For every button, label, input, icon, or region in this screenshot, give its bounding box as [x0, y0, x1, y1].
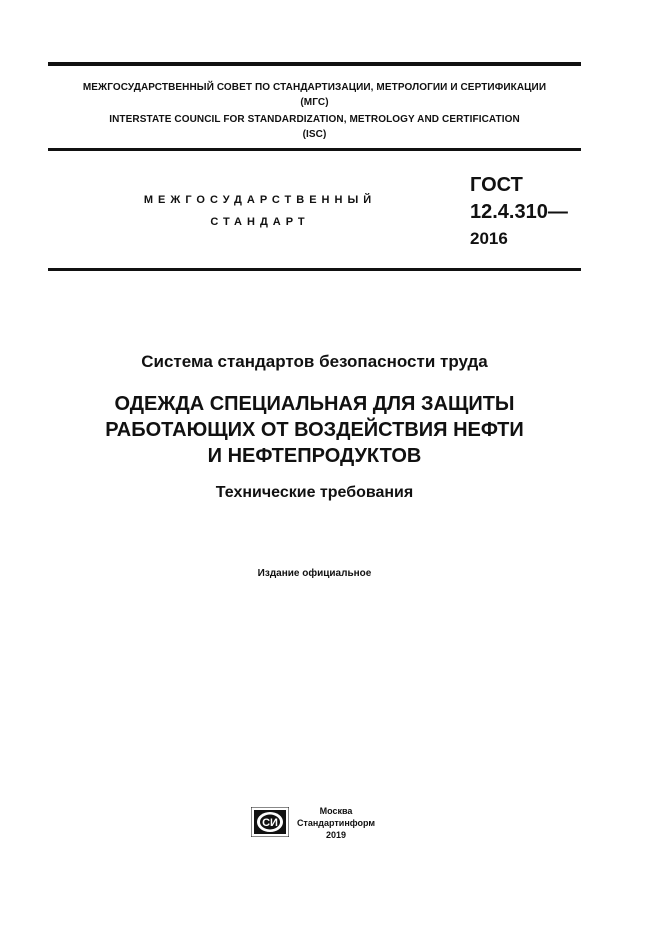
title-line-1: ОДЕЖДА СПЕЦИАЛЬНАЯ ДЛЯ ЗАЩИТЫ — [114, 393, 515, 415]
publisher-city: Москва — [319, 806, 353, 816]
council-ru-abbr: (МГС) — [300, 97, 329, 108]
council-ru — [48, 80, 581, 110]
title-line-2: РАБОТАЮЩИХ ОТ ВОЗДЕЙСТВИЯ НЕФТИ — [105, 419, 524, 441]
standartinform-logo-icon — [251, 807, 289, 837]
gost-year: 2016 — [470, 229, 508, 248]
edition-note: Издание официальное — [257, 568, 372, 579]
gost-designation: ГОСТ — [470, 174, 523, 196]
logo-lettering: СИ — [262, 817, 278, 829]
header-rule — [48, 148, 581, 151]
council-en — [48, 112, 581, 142]
title-line-3: И НЕФТЕПРОДУКТОВ — [207, 445, 422, 467]
designation-rule — [48, 268, 581, 271]
top-rule — [48, 62, 581, 66]
gost-number: 12.4.310— — [470, 201, 568, 223]
series-title: Система стандартов безопасности труда — [141, 352, 488, 371]
publisher-name: Стандартинформ — [296, 818, 376, 828]
document-title — [48, 391, 581, 469]
council-en-abbr: (ISC) — [302, 129, 327, 140]
council-en-name: INTERSTATE COUNCIL FOR STANDARDIZATION, METROLOGY AND CERTIFICATION — [109, 114, 520, 125]
standard-kind — [130, 189, 390, 233]
council-ru-name: МЕЖГОСУДАРСТВЕННЫЙ СОВЕТ ПО СТАНДАРТИЗАЦИИ, МЕТРОЛОГИИ И СЕРТИФИКАЦИИ — [82, 82, 547, 93]
standard-kind-line1: МЕЖГОСУДАРСТВЕННЫЙ — [143, 194, 377, 206]
standard-kind-line2: СТАНДАРТ — [210, 216, 310, 228]
publisher-year: 2019 — [325, 830, 347, 840]
document-subtitle: Технические требования — [215, 484, 414, 501]
publisher-block — [296, 805, 376, 841]
